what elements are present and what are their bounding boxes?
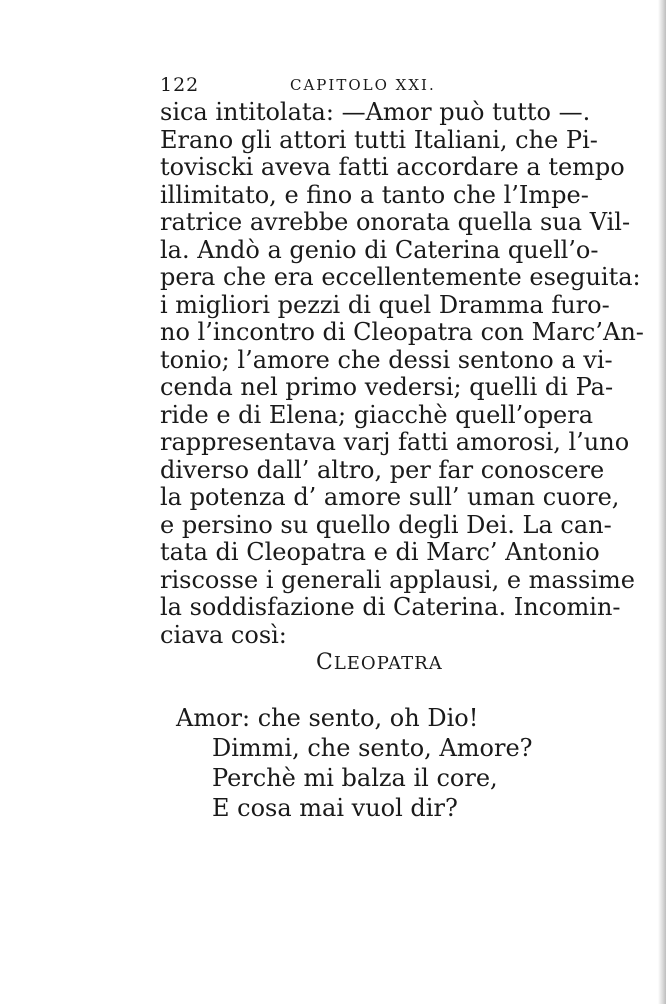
verse-block: [176, 703, 533, 823]
text-line: rappresentava varj fatti amorosi, l’uno: [160, 428, 630, 456]
text-line: pera che era eccellentemente eseguita:: [160, 263, 641, 291]
running-header: [160, 74, 460, 98]
text-line: toviscki aveva fatti accordare a tempo: [160, 153, 625, 181]
text-line: la. Andò a genio di Caterina quell’o-: [160, 235, 599, 264]
text-line: ciava così:: [160, 620, 287, 649]
speaker-name: [316, 650, 443, 675]
verse-line: Perchè mi balza il core,: [212, 764, 498, 792]
text-line: Erano gli attori tutti Italiani, che Pi-: [160, 125, 598, 154]
verse-line: E cosa mai vuol dir?: [212, 794, 458, 822]
verse-line: Dimmi, che sento, Amore?: [212, 734, 533, 762]
speaker-initial: C: [316, 650, 334, 675]
body-text: [160, 98, 644, 649]
text-line: la potenza d’ amore sull’ uman cuore,: [160, 483, 620, 511]
text-line: sica intitolata: —Amor può tutto —.: [160, 98, 591, 126]
text-line: tonio; l’amore che dessi sentono a vi-: [160, 345, 613, 374]
chapter-title: CAPITOLO XXI.: [290, 76, 436, 94]
speaker-rest: LEOPATRA: [333, 653, 443, 674]
text-line: ride e di Elena; giacchè quell’opera: [160, 400, 594, 429]
text-line: ratrice avrebbe onorata quella sua Vil-: [160, 208, 631, 236]
text-line: riscosse i generali applausi, e massime: [160, 565, 636, 594]
text-line: illimitato, e fino a tanto che l’Impe-: [160, 180, 589, 209]
text-line: cenda nel primo vedersi; quelli di Pa-: [160, 373, 614, 401]
text-line: la soddisfazione di Caterina. Incomin-: [160, 593, 621, 621]
text-line: tata di Cleopatra e di Marc’ Antonio: [160, 538, 600, 566]
verse-line: Amor: che sento, oh Dio!: [176, 704, 479, 732]
text-line: no l’incontro di Cleopatra con Marc’An-: [160, 318, 644, 346]
text-line: diverso dall’ altro, per far conoscere: [160, 455, 605, 484]
page-edge-shadow: [658, 0, 666, 1004]
page-number: 122: [160, 74, 200, 96]
text-line: i migliori pezzi di quel Dramma furo-: [160, 290, 610, 319]
text-line: e persino su quello degli Dei. La can-: [160, 510, 612, 539]
